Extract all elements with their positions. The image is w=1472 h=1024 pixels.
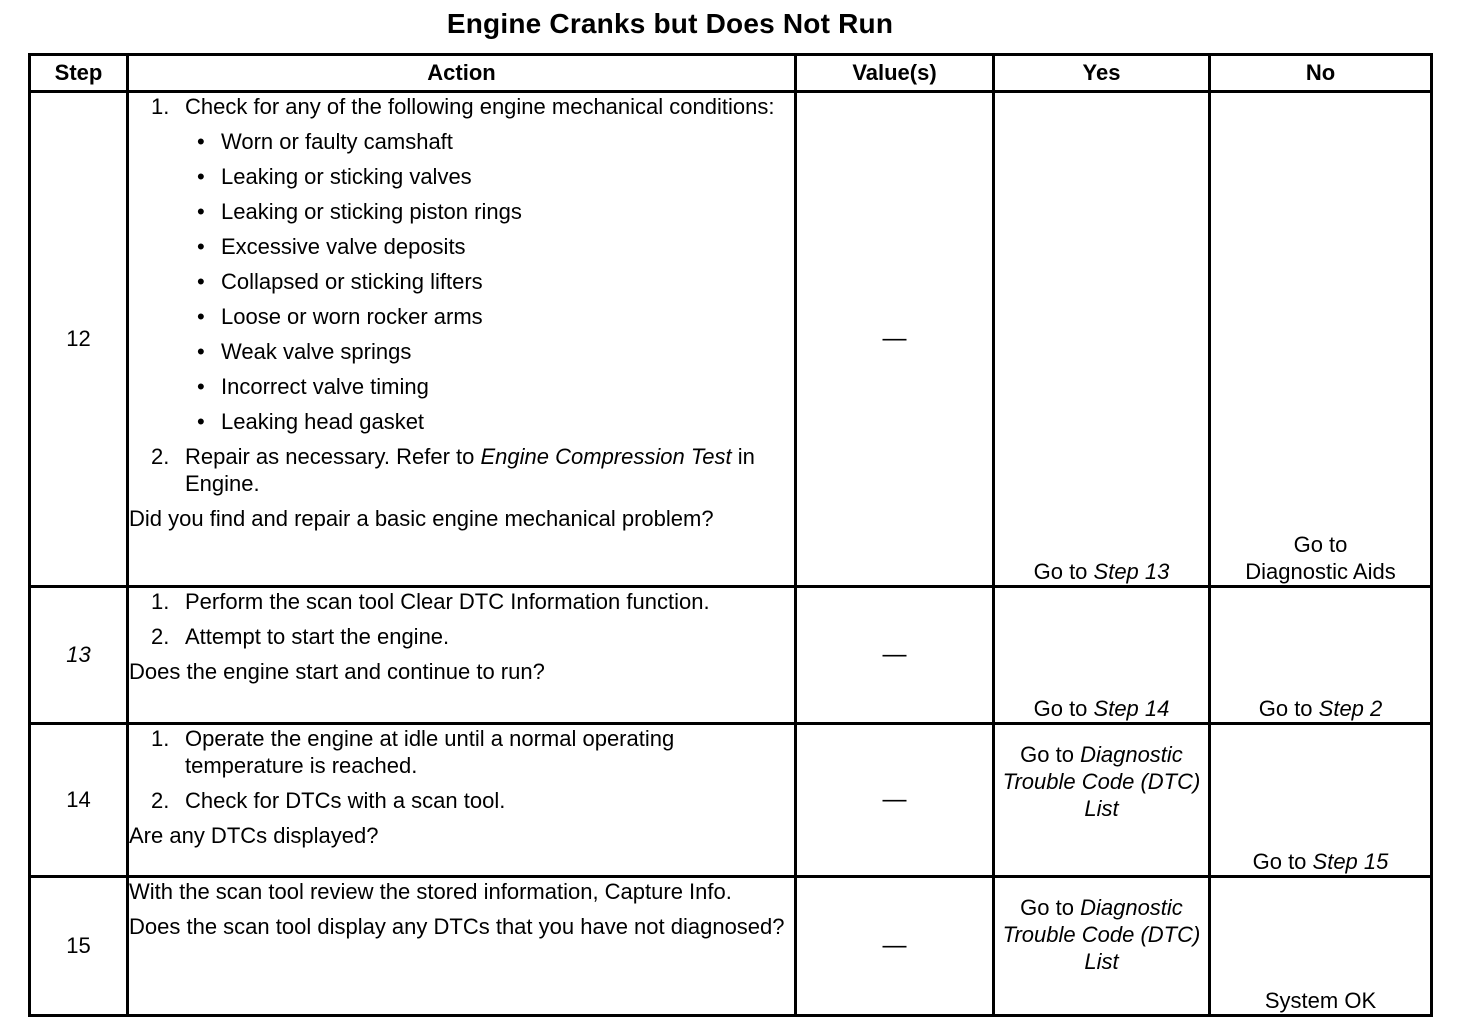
table-row bbox=[30, 877, 1432, 1016]
no-cell: System OK bbox=[1210, 877, 1432, 1016]
step-number: 14 bbox=[30, 724, 128, 877]
bullet-icon: • bbox=[197, 304, 205, 329]
action-cell bbox=[128, 587, 796, 724]
action-item bbox=[129, 443, 794, 497]
item-number: 2. bbox=[151, 444, 170, 469]
condition-text: Leaking or sticking piston rings bbox=[221, 199, 522, 224]
action-item bbox=[129, 623, 794, 650]
bullet-icon: • bbox=[197, 199, 205, 224]
action-cell bbox=[128, 877, 796, 1016]
header-action: Action bbox=[128, 55, 796, 92]
diagnostic-table bbox=[28, 53, 1433, 1017]
condition-text: Excessive valve deposits bbox=[221, 234, 466, 259]
table-row bbox=[30, 724, 1432, 877]
header-yes: Yes bbox=[994, 55, 1210, 92]
header-no: No bbox=[1210, 55, 1432, 92]
value-cell: — bbox=[796, 877, 994, 1016]
question-text: Does the engine start and continue to run? bbox=[129, 659, 545, 684]
bullet-icon: • bbox=[197, 339, 205, 364]
condition-item bbox=[185, 303, 794, 330]
yes-step-link: Step 13 bbox=[1093, 559, 1170, 584]
action-item bbox=[129, 588, 794, 615]
condition-text: Worn or faulty camshaft bbox=[221, 129, 453, 154]
yes-dtc-list-link: Diagnostic Trouble Code (DTC) List bbox=[1002, 895, 1201, 974]
step-number: 13 bbox=[30, 587, 128, 724]
condition-text: Weak valve springs bbox=[221, 339, 412, 364]
condition-item bbox=[185, 233, 794, 260]
value-cell: — bbox=[796, 587, 994, 724]
condition-item bbox=[185, 373, 794, 400]
condition-item bbox=[185, 128, 794, 155]
no-cell: Go to Step 2 bbox=[1210, 587, 1432, 724]
bullet-icon: • bbox=[197, 374, 205, 399]
bullet-icon: • bbox=[197, 269, 205, 294]
question-text: Are any DTCs displayed? bbox=[129, 823, 379, 848]
item-text: Check for any of the following engine mechanical conditions: bbox=[185, 94, 775, 119]
yes-cell: Go to Step 13 bbox=[994, 92, 1210, 587]
condition-item bbox=[185, 338, 794, 365]
question-text: Did you find and repair a basic engine mechanical problem? bbox=[129, 506, 714, 531]
item-text: Operate the engine at idle until a normal operating temperature is reached. bbox=[185, 726, 675, 778]
item-text: Check for DTCs with a scan tool. bbox=[185, 788, 506, 813]
bullet-icon: • bbox=[197, 129, 205, 154]
item-number: 2. bbox=[151, 624, 170, 649]
condition-text: Incorrect valve timing bbox=[221, 374, 429, 399]
table-row bbox=[30, 92, 1432, 587]
item-text: Attempt to start the engine. bbox=[185, 624, 450, 649]
item-text: Repair as necessary. Refer to Engine Compression Test in Engine. bbox=[185, 444, 755, 496]
reference-link: Engine Compression Test bbox=[480, 444, 732, 469]
no-cell: Go to Step 15 bbox=[1210, 724, 1432, 877]
item-text: Perform the scan tool Clear DTC Information function. bbox=[185, 589, 710, 614]
condition-item bbox=[185, 163, 794, 190]
bullet-icon: • bbox=[197, 234, 205, 259]
step-number: 12 bbox=[30, 92, 128, 587]
yes-cell: Go to Step 14 bbox=[994, 587, 1210, 724]
no-step-link: Step 15 bbox=[1312, 849, 1389, 874]
condition-text: Loose or worn rocker arms bbox=[221, 304, 483, 329]
yes-step-link: Step 14 bbox=[1093, 696, 1170, 721]
action-item bbox=[129, 93, 794, 435]
condition-item bbox=[185, 408, 794, 435]
table-row bbox=[30, 587, 1432, 724]
action-list bbox=[129, 588, 794, 650]
condition-list bbox=[185, 128, 794, 435]
header-step: Step bbox=[30, 55, 128, 92]
action-list bbox=[129, 93, 794, 497]
condition-text: Collapsed or sticking lifters bbox=[221, 269, 483, 294]
item-number: 1. bbox=[151, 726, 170, 751]
yes-cell: Go to Diagnostic Trouble Code (DTC) List bbox=[994, 877, 1210, 1016]
no-cell: Go to Diagnostic Aids bbox=[1210, 92, 1432, 587]
condition-item bbox=[185, 268, 794, 295]
no-step-link: Step 2 bbox=[1318, 696, 1383, 721]
condition-item bbox=[185, 198, 794, 225]
condition-text: Leaking or sticking valves bbox=[221, 164, 472, 189]
header-row bbox=[30, 55, 1432, 92]
item-number: 1. bbox=[151, 94, 170, 119]
value-cell: — bbox=[796, 92, 994, 587]
bullet-icon: • bbox=[197, 409, 205, 434]
yes-dtc-list-link: Diagnostic Trouble Code (DTC) List bbox=[1002, 742, 1201, 821]
item-number: 2. bbox=[151, 788, 170, 813]
action-item bbox=[129, 787, 794, 814]
action-cell bbox=[128, 724, 796, 877]
condition-text: Leaking head gasket bbox=[221, 409, 425, 434]
action-list bbox=[129, 725, 794, 814]
action-paragraph: With the scan tool review the stored information, Capture Info. bbox=[129, 879, 732, 904]
header-values: Value(s) bbox=[796, 55, 994, 92]
value-cell: — bbox=[796, 724, 994, 877]
action-cell bbox=[128, 92, 796, 587]
bullet-icon: • bbox=[197, 164, 205, 189]
action-item bbox=[129, 725, 794, 779]
yes-cell: Go to Diagnostic Trouble Code (DTC) List bbox=[994, 724, 1210, 877]
item-number: 1. bbox=[151, 589, 170, 614]
question-text: Does the scan tool display any DTCs that you have not diagnosed? bbox=[129, 914, 785, 939]
page-title: Engine Cranks but Does Not Run bbox=[446, 8, 894, 39]
step-number: 15 bbox=[30, 877, 128, 1016]
